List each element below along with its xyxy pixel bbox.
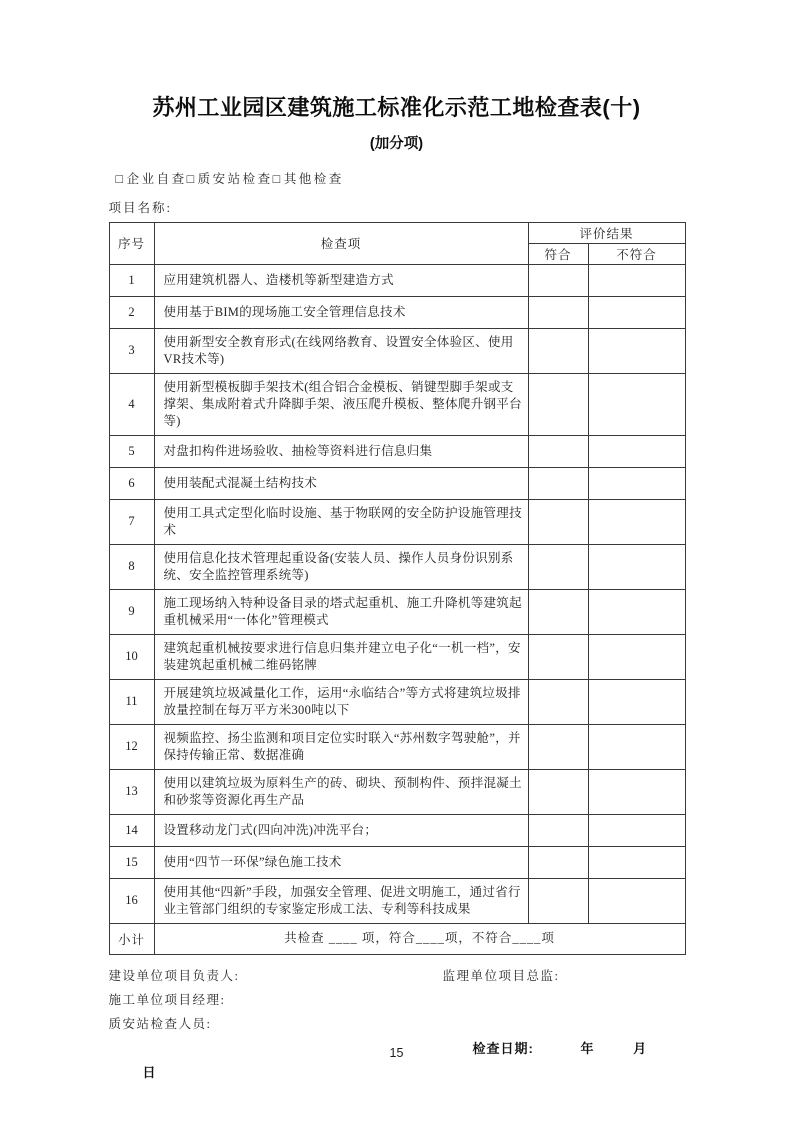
- fail-cell: [588, 544, 685, 589]
- checkbox-option-label: 质安站检查: [197, 171, 273, 186]
- col-header-result: 评价结果: [528, 222, 685, 243]
- table-row: [109, 296, 685, 328]
- checkbox-option: [273, 172, 344, 186]
- header-row-1: [109, 222, 685, 243]
- table-row: [109, 878, 685, 923]
- checkbox-option: [116, 172, 187, 186]
- day-label: 日: [142, 1064, 157, 1080]
- row-item-text: 使用以建筑垃圾为原料生产的砖、砌块、预制构件、预拌混凝土和砂浆等资源化再生产品: [154, 769, 528, 814]
- inspection-date-label: 检查日期:: [472, 1040, 534, 1056]
- fail-cell: [588, 814, 685, 846]
- row-item-text: 使用信息化技术管理起重设备(安装人员、操作人员身份识别系统、安全监控管理系统等): [154, 544, 528, 589]
- checkbox-icon: □: [115, 171, 126, 186]
- inspection-date-line: [109, 1037, 685, 1085]
- checklist-table: [109, 222, 686, 955]
- row-number: 16: [109, 878, 154, 923]
- fail-cell: [588, 328, 685, 373]
- row-item-text: 使用其他“四新”手段，加强安全管理、促进文明施工，通过省行业主管部门组织的专家鉴定形成工法、专利等科技成果: [154, 878, 528, 923]
- row-item-text: 使用装配式混凝土结构技术: [154, 467, 528, 499]
- signature-row-3: [109, 1012, 685, 1036]
- row-number: 10: [109, 634, 154, 679]
- fail-cell: [588, 769, 685, 814]
- checkbox-option-label: 企业自查: [126, 171, 187, 186]
- year-label: 年: [580, 1040, 595, 1056]
- page-title: 苏州工业园区建筑施工标准化示范工地检查表(十): [152, 95, 641, 120]
- page-number: 15: [389, 1046, 404, 1060]
- row-number: 1: [109, 264, 154, 296]
- fail-cell: [588, 846, 685, 878]
- row-number: 6: [109, 467, 154, 499]
- table-row: [109, 544, 685, 589]
- table-row: [109, 724, 685, 769]
- fail-cell: [588, 467, 685, 499]
- pass-cell: [528, 769, 588, 814]
- fail-cell: [588, 679, 685, 724]
- table-row: [109, 435, 685, 467]
- fail-cell: [588, 878, 685, 923]
- pass-cell: [528, 296, 588, 328]
- table-row: [109, 814, 685, 846]
- row-number: 9: [109, 589, 154, 634]
- checkbox-icon: □: [186, 171, 197, 186]
- table-row: [109, 634, 685, 679]
- pass-cell: [528, 435, 588, 467]
- checklist-body: [109, 264, 685, 954]
- pass-cell: [528, 679, 588, 724]
- signature-block: [109, 964, 685, 1085]
- checkbox-option: [187, 172, 273, 186]
- table-row: [109, 467, 685, 499]
- page-subtitle: (加分项): [369, 135, 424, 152]
- inspector-signature-label: 质安站检查人员:: [108, 1016, 212, 1031]
- table-row: [109, 846, 685, 878]
- row-item-text: 使用基于BIM的现场施工安全管理信息技术: [154, 296, 528, 328]
- row-number: 12: [109, 724, 154, 769]
- checkbox-option-label: 其他检查: [283, 171, 344, 186]
- fail-cell: [588, 589, 685, 634]
- pass-cell: [528, 878, 588, 923]
- signature-row-2: [109, 988, 685, 1012]
- table-row: [109, 499, 685, 544]
- pass-cell: [528, 499, 588, 544]
- table-row: [109, 328, 685, 373]
- pass-cell: [528, 846, 588, 878]
- pass-cell: [528, 589, 588, 634]
- project-name-label: 项目名称:: [108, 200, 172, 215]
- document-page: [109, 0, 685, 1085]
- row-number: 11: [109, 679, 154, 724]
- pass-cell: [528, 724, 588, 769]
- col-header-item: 检查项: [154, 222, 528, 264]
- table-row: [109, 679, 685, 724]
- row-item-text: 开展建筑垃圾减量化工作，运用“永临结合”等方式将建筑垃圾排放量控制在每万平方米300吨以下: [154, 679, 528, 724]
- row-number: 14: [109, 814, 154, 846]
- table-row: [109, 373, 685, 435]
- row-number: 15: [109, 846, 154, 878]
- fail-cell: [588, 435, 685, 467]
- row-item-text: 使用工具式定型化临时设施、基于物联网的安全防护设施管理技术: [154, 499, 528, 544]
- row-item-text: 对盘扣构件进场验收、抽检等资料进行信息归集: [154, 435, 528, 467]
- fail-cell: [588, 634, 685, 679]
- supervisor-signature-label: 监理单位项目总监:: [442, 968, 560, 983]
- col-header-fail: 不符合: [588, 243, 685, 264]
- pass-cell: [528, 264, 588, 296]
- row-number: 5: [109, 435, 154, 467]
- row-item-text: 设置移动龙门式(四向冲洗)冲洗平台；: [154, 814, 528, 846]
- row-number: 7: [109, 499, 154, 544]
- row-item-text: 使用新型安全教育形式(在线网络教育、设置安全体验区、使用VR技术等): [154, 328, 528, 373]
- table-row: [109, 589, 685, 634]
- row-number: 2: [109, 296, 154, 328]
- row-item-text: 使用新型模板脚手架技术(组合铝合金模板、销键型脚手架或支撑架、集成附着式升降脚手架、液压爬升模板、整体爬升钢平台等): [154, 373, 528, 435]
- contractor-signature-label: 施工单位项目经理:: [108, 992, 226, 1007]
- row-number: 3: [109, 328, 154, 373]
- subtotal-row: [109, 923, 685, 954]
- row-number: 4: [109, 373, 154, 435]
- row-item-text: 视频监控、扬尘监测和项目定位实时联入“苏州数字驾驶舱”，并保持传输正常、数据准确: [154, 724, 528, 769]
- row-item-text: 使用“四节一环保”绿色施工技术: [154, 846, 528, 878]
- row-item-text: 施工现场纳入特种设备目录的塔式起重机、施工升降机等建筑起重机械采用“一体化”管理模式: [154, 589, 528, 634]
- pass-cell: [528, 544, 588, 589]
- fail-cell: [588, 499, 685, 544]
- table-row: [109, 769, 685, 814]
- fail-cell: [588, 724, 685, 769]
- pass-cell: [528, 328, 588, 373]
- signature-row-1: [109, 964, 685, 988]
- row-number: 8: [109, 544, 154, 589]
- table-row: [109, 264, 685, 296]
- col-header-pass: 符合: [528, 243, 588, 264]
- fail-cell: [588, 264, 685, 296]
- pass-cell: [528, 814, 588, 846]
- fail-cell: [588, 296, 685, 328]
- checkbox-icon: □: [272, 171, 283, 186]
- col-header-index: 序号: [109, 222, 154, 264]
- row-number: 13: [109, 769, 154, 814]
- pass-cell: [528, 467, 588, 499]
- pass-cell: [528, 373, 588, 435]
- fail-cell: [588, 373, 685, 435]
- subtotal-text: 共检查 ____ 项，符合____项，不符合____项: [154, 923, 685, 954]
- month-label: 月: [633, 1040, 648, 1056]
- pass-cell: [528, 634, 588, 679]
- row-item-text: 建筑起重机械按要求进行信息归集并建立电子化“一机一档”，安装建筑起重机械二维码铭牌: [154, 634, 528, 679]
- check-line: [109, 169, 685, 187]
- builder-signature-label: 建设单位项目负责人:: [108, 968, 240, 983]
- subtotal-label: 小计: [109, 923, 154, 954]
- row-item-text: 应用建筑机器人、造楼机等新型建造方式: [154, 264, 528, 296]
